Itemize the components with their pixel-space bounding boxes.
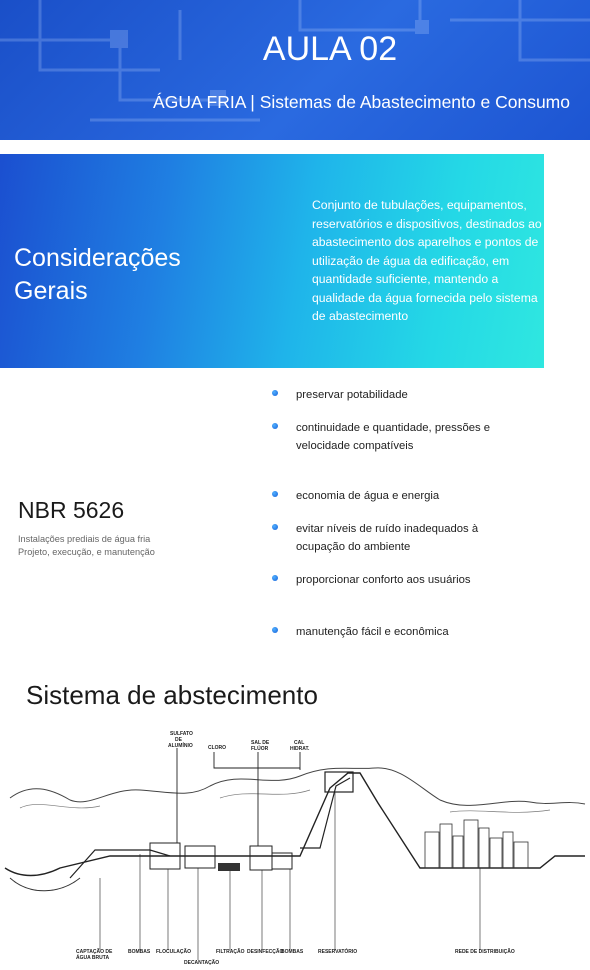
pipes-background-illustration xyxy=(0,0,590,140)
label-rede-distribuicao: REDE DE DISTRIBUIÇÃO xyxy=(455,949,515,955)
water-supply-diagram xyxy=(0,728,590,970)
label-sal-line-2: FLÚOR xyxy=(251,746,269,752)
bullet-text: proporcionar conforto aos usuários xyxy=(296,574,471,586)
label-sulfato-line-3: ALUMÍNIO xyxy=(168,743,193,749)
label-captacao-line-1: CAPTAÇÃO DE xyxy=(76,949,113,955)
page-subtitle: ÁGUA FRIA | Sistemas de Abastecimento e Consumo xyxy=(153,92,570,112)
nbr-subtitle xyxy=(18,533,155,559)
heading-line-1: Considerações xyxy=(14,244,181,272)
bullet-text: continuidade e quantidade, pressões e xyxy=(296,422,491,434)
considerations-panel xyxy=(0,154,544,368)
mountain-outline xyxy=(10,768,585,806)
label-cal-line-2: HIDRAT. xyxy=(290,746,310,752)
label-captacao-line-2: ÁGUA BRUTA xyxy=(76,955,110,961)
label-sulfato-line-2: DE xyxy=(175,737,182,743)
bullet-text-continued: ocupação do ambiente xyxy=(296,541,411,553)
bullet-dot-icon xyxy=(272,491,278,497)
bullet-text: preservar potabilidade xyxy=(296,389,408,401)
label-sulfato-line-1: SULFATO xyxy=(170,731,193,737)
nbr-title: NBR 5626 xyxy=(18,497,125,523)
bullet-dot-icon xyxy=(272,423,278,429)
bullet-dot-icon xyxy=(272,390,278,396)
pipeline xyxy=(70,778,350,878)
label-cal-line-1: CAL xyxy=(294,740,305,746)
header-banner xyxy=(0,0,590,140)
label-desinfeccao: DESINFECÇÃO xyxy=(247,949,284,955)
city-buildings xyxy=(425,820,528,868)
system-title: Sistema de abstecimento xyxy=(26,680,318,710)
nbr-subtitle-line-1: Instalações prediais de água fria xyxy=(18,534,151,544)
bullet-dot-icon xyxy=(272,524,278,530)
label-sal-line-1: SAL DE xyxy=(251,740,270,746)
bullet-text: economia de água e energia xyxy=(296,490,440,502)
considerations-description: Conjunto de tubulações, equipamentos, reservatórios e dispositivos, destinados ao abastecimento dos aparelhos e pontos de utilização de água da edificação, em quantidade suficiente, mantendo a qualidade da água fornecida pelo sistema de abastecimento xyxy=(312,198,542,323)
page-title: AULA 02 xyxy=(262,30,398,68)
bullet-dot-icon xyxy=(272,627,278,633)
label-cloro: CLORO xyxy=(208,745,227,751)
river xyxy=(10,878,80,891)
label-bombas-2: BOMBAS xyxy=(281,949,304,955)
label-floculacao: FLOCULAÇÃO xyxy=(156,949,191,955)
label-decantacao: DECANTAÇÃO xyxy=(184,960,220,966)
considerations-heading xyxy=(14,242,254,308)
bullet-text-continued: velocidade compatíveis xyxy=(296,440,414,452)
heading-line-2: Gerais xyxy=(14,277,88,305)
label-bombas-1: BOMBAS xyxy=(128,949,151,955)
label-reservatorio: RESERVATÓRIO xyxy=(318,949,358,955)
terrain-outline xyxy=(5,773,585,876)
bullet-text: evitar níveis de ruído inadequados à xyxy=(296,523,479,535)
bullet-dot-icon xyxy=(272,575,278,581)
nbr-subtitle-line-2: Projeto, execução, e manutenção xyxy=(18,547,155,557)
label-filtracao: FILTRAÇÃO xyxy=(216,949,245,955)
bullet-text: manutenção fácil e econômica xyxy=(296,626,449,638)
